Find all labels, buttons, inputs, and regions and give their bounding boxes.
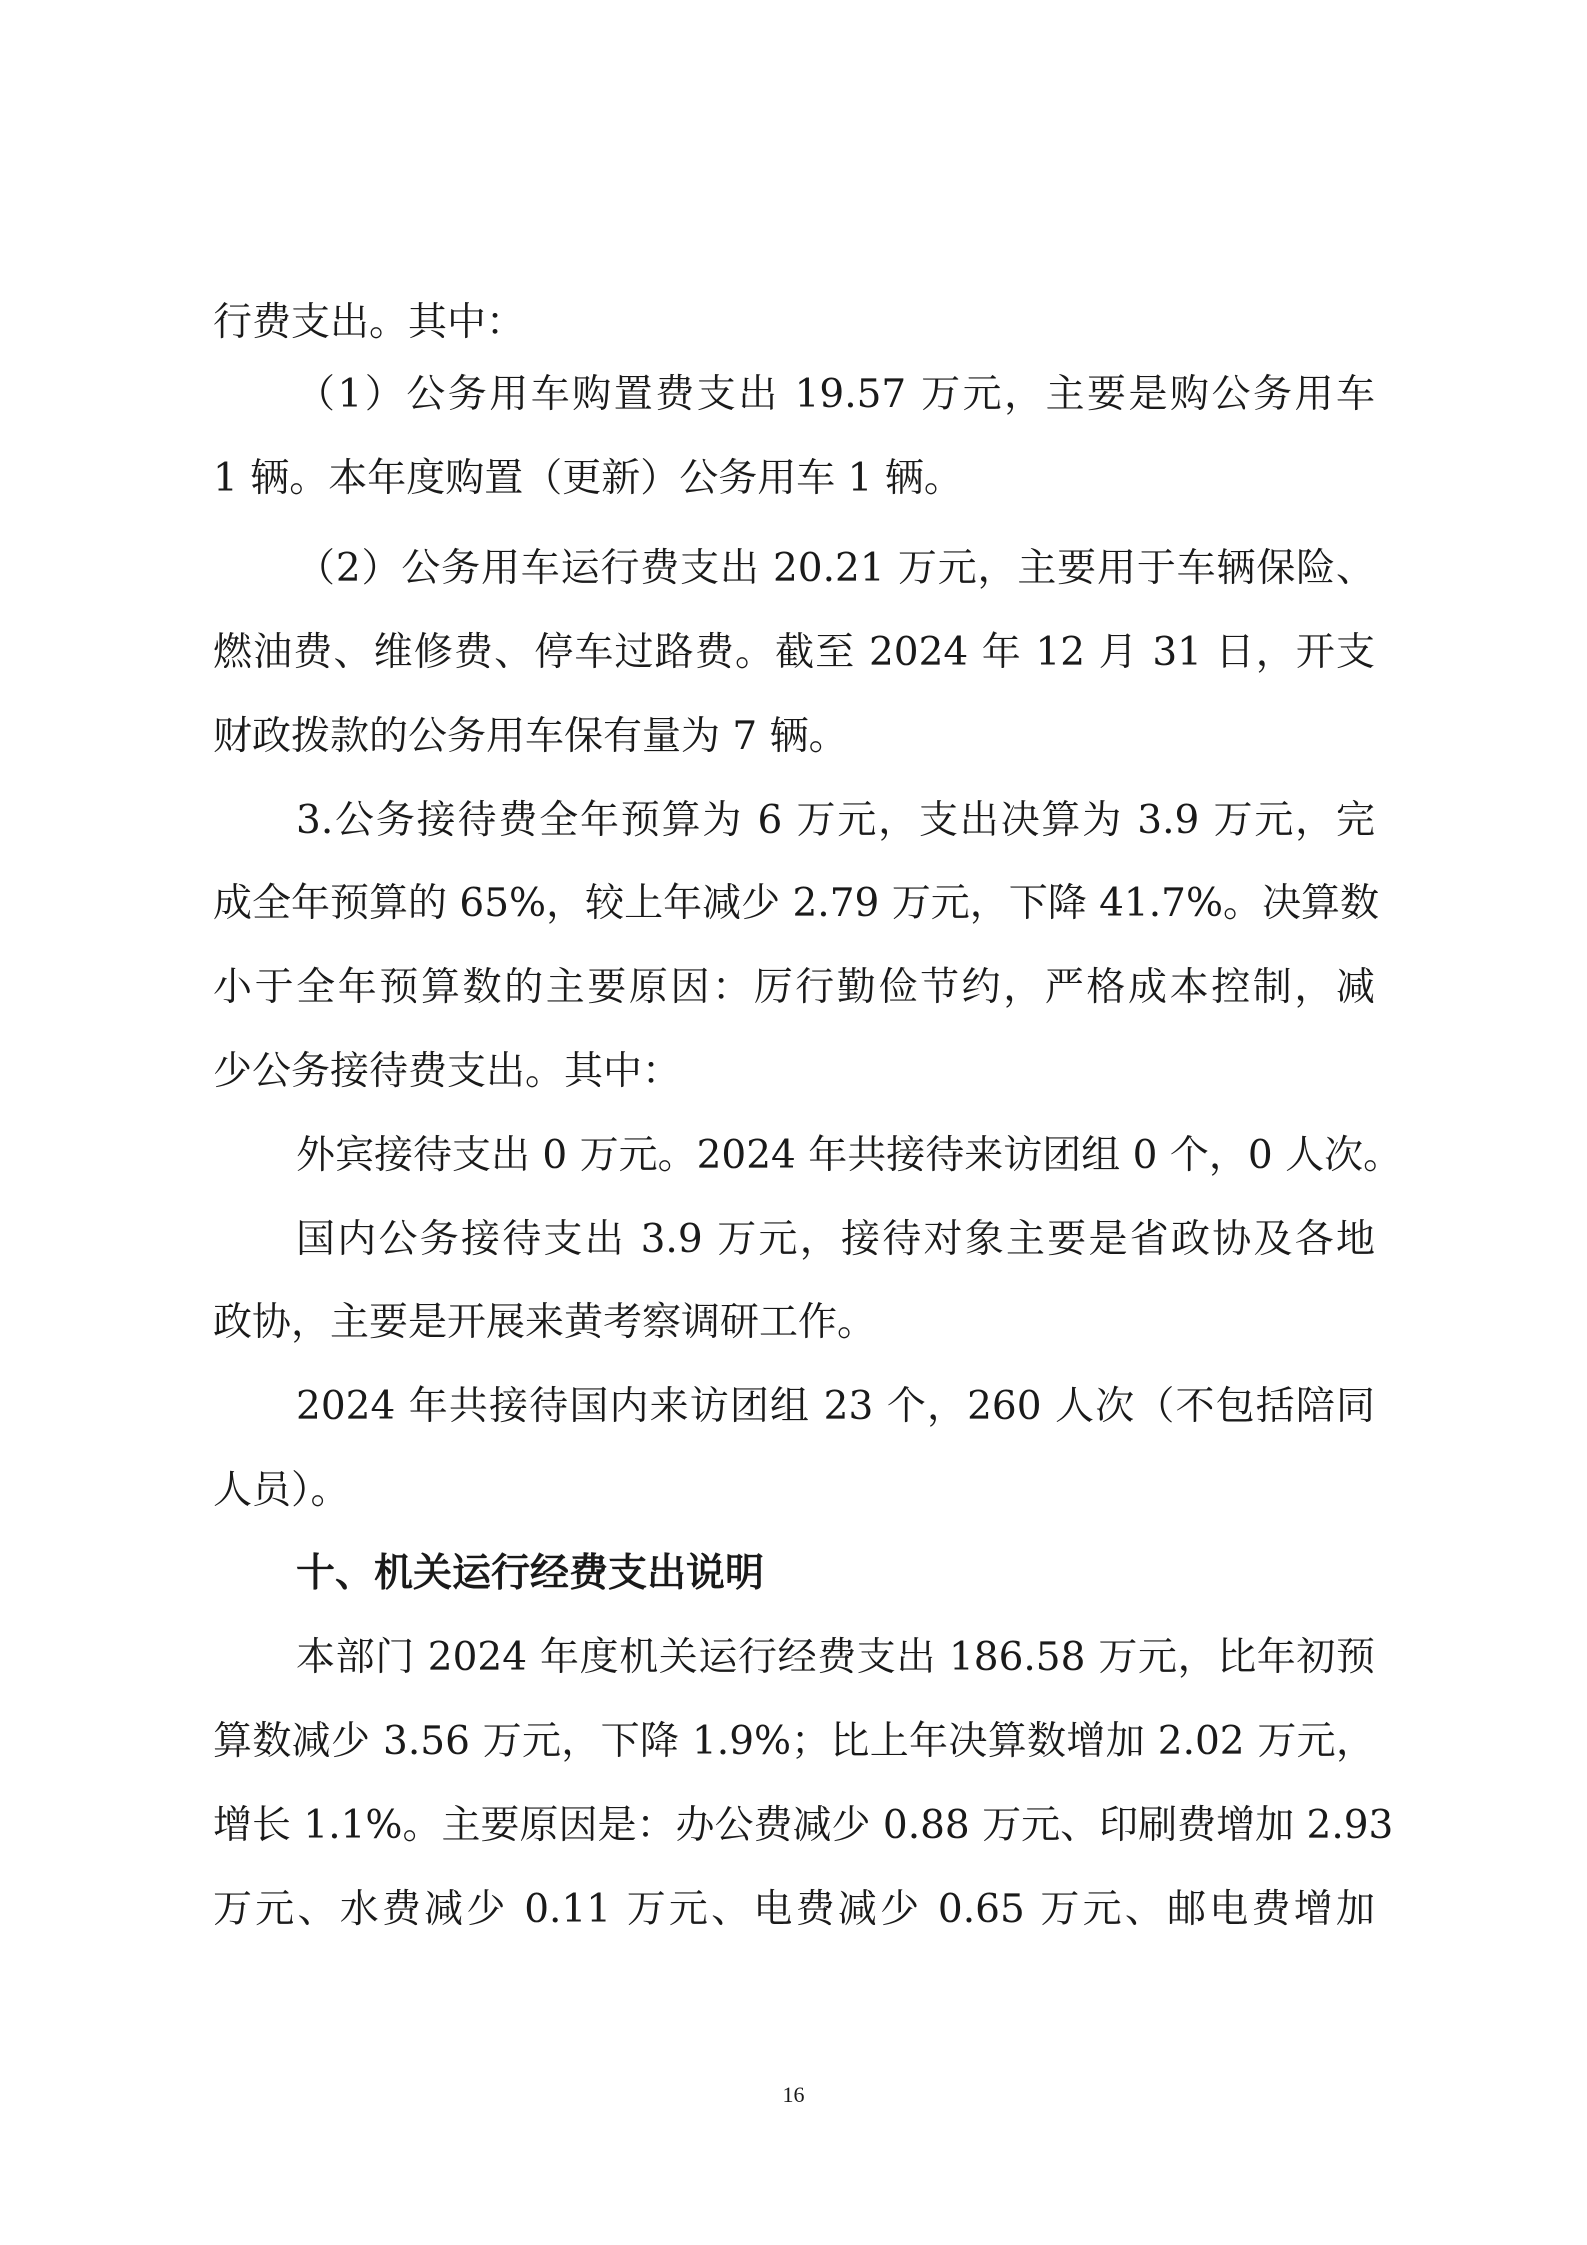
text-line-4: （2）公务用车运行费支出 20.21 万元，主要用于车辆保险、 xyxy=(296,546,1375,591)
text-line-6: 财政拨款的公务用车保有量为 7 辆。 xyxy=(213,714,848,759)
text-line-9: 小于全年预算数的主要原因：厉行勤俭节约，严格成本控制，减 xyxy=(213,965,1375,1010)
text-line-5: 燃油费、维修费、停车过路费。截至 2024 年 12 月 31 日，开支 xyxy=(213,630,1375,675)
text-line-20: 万元、水费减少 0.11 万元、电费减少 0.65 万元、邮电费增加 xyxy=(213,1887,1375,1932)
text-line-18: 算数减少 3.56 万元，下降 1.9%；比上年决算数增加 2.02 万元， xyxy=(213,1719,1375,1764)
text-line-3: 1 辆。本年度购置（更新）公务用车 1 辆。 xyxy=(213,456,963,501)
text-line-15: 人员）。 xyxy=(213,1468,350,1513)
text-line-13: 政协，主要是开展来黄考察调研工作。 xyxy=(213,1300,877,1345)
text-line-17: 本部门 2024 年度机关运行经费支出 186.58 万元，比年初预 xyxy=(296,1635,1375,1680)
text-line-8: 成全年预算的 65%，较上年减少 2.79 万元，下降 41.7%。决算数 xyxy=(213,881,1380,926)
text-line-14: 2024 年共接待国内来访团组 23 个，260 人次（不包括陪同 xyxy=(296,1384,1375,1429)
text-line-10: 少公务接待费支出。其中： xyxy=(213,1049,682,1094)
text-line-1: 行费支出。其中： xyxy=(213,300,526,345)
section-heading: 十、机关运行经费支出说明 xyxy=(296,1551,765,1596)
text-line-12: 国内公务接待支出 3.9 万元，接待对象主要是省政协及各地 xyxy=(296,1217,1375,1262)
text-line-2: （1）公务用车购置费支出 19.57 万元，主要是购公务用车 xyxy=(296,372,1375,417)
text-line-11: 外宾接待支出 0 万元。2024 年共接待来访团组 0 个，0 人次。 xyxy=(296,1133,1403,1178)
text-line-7: 3.公务接待费全年预算为 6 万元，支出决算为 3.9 万元，完 xyxy=(296,798,1375,843)
text-line-19: 增长 1.1%。主要原因是：办公费减少 0.88 万元、印刷费增加 2.93 xyxy=(213,1803,1394,1848)
page-number: 16 xyxy=(782,2082,805,2107)
